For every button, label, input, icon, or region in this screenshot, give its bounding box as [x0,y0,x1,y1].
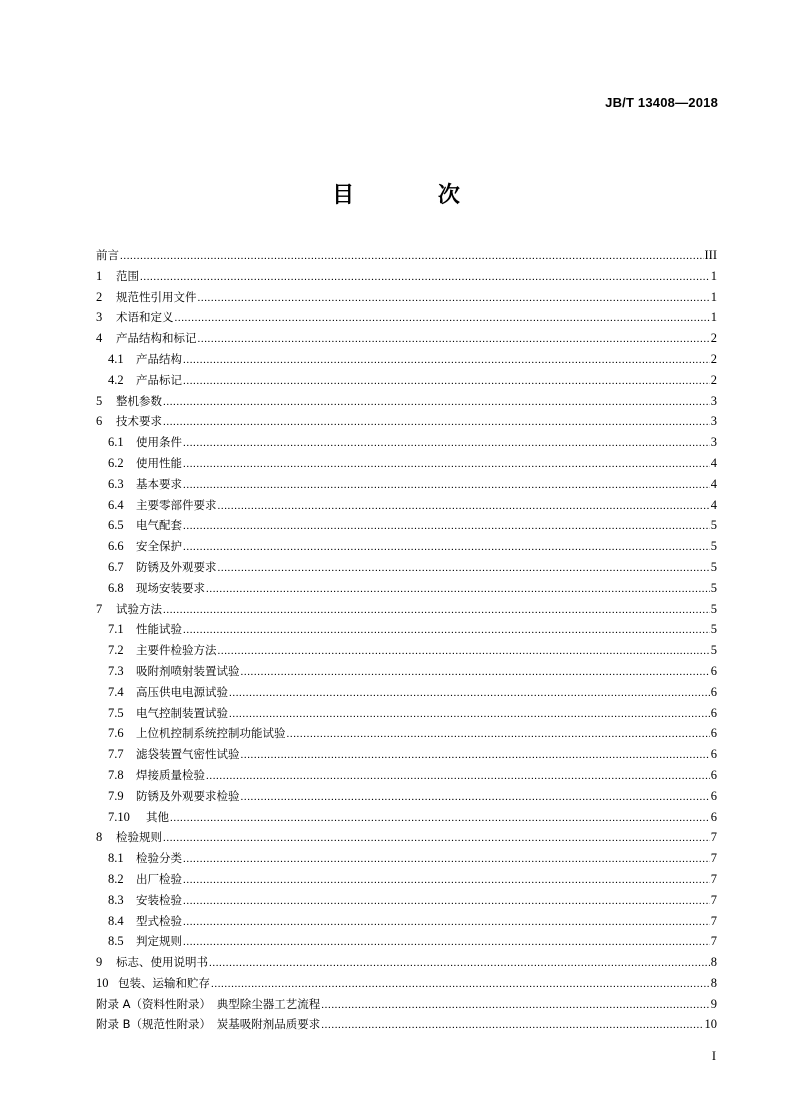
toc-entry-number: 8.4 [108,913,124,928]
toc-entry[interactable] [96,287,717,308]
toc-entry-label: 整机参数 [116,393,162,408]
toc-entry-number: 6.6 [108,539,124,554]
toc-entry-page: 6 [710,684,717,699]
toc-entry-number: 7.7 [108,747,124,762]
dot-leader [163,392,710,413]
toc-entry-label: 产品结构和标记 [116,331,197,346]
toc-entry-page: 3 [710,435,717,450]
toc-entry-label: 型式检验 [136,913,182,928]
toc-entry-page: 1 [710,268,717,283]
dot-leader [183,849,710,870]
toc-entry-label: 现场安装要求 [136,580,205,595]
toc-entry-label: 判定规则 [136,934,182,949]
toc-entry-page: 1 [710,289,717,304]
dot-leader [183,516,710,537]
toc-entry-page: 4 [710,476,717,491]
toc-entry[interactable] [96,869,717,890]
toc-entry-number: 4.1 [108,351,124,366]
dot-leader [163,412,710,433]
toc-entry-page: 6 [710,747,717,762]
dot-leader [321,1015,703,1036]
dot-leader [211,974,710,995]
toc-entry-label: 其他 [146,809,169,824]
toc-entry[interactable] [96,370,717,391]
dot-leader [198,329,710,350]
toc-entry-page: III [704,248,717,262]
toc-entry-page: 10 [704,1017,717,1032]
toc-entry-page: 6 [710,663,717,678]
toc-entry-page: 7 [710,830,717,845]
toc-entry-label: 焊接质量检验 [136,767,205,782]
dot-leader [321,995,709,1016]
toc-entry-number: 6.3 [108,476,124,491]
toc-entry-label: 前言 [96,248,119,262]
toc-entry-page: 1 [710,310,717,325]
toc-entry[interactable] [96,557,717,578]
toc-entry[interactable] [96,411,717,432]
toc-entry-number: 7.3 [108,663,124,678]
toc-entry-label: 防锈及外观要求检验 [136,788,240,803]
toc-entry-page: 7 [710,851,717,866]
toc-entry-number: 7 [96,601,103,616]
toc-entry-page: 5 [710,518,717,533]
toc-entry[interactable] [96,495,717,516]
dot-leader [218,558,710,579]
toc-entry-label: 电气配套 [136,518,182,533]
toc-entry-number: 2 [96,289,103,304]
dot-leader [218,496,710,517]
dot-leader [183,454,710,475]
toc-entry-number: 8 [96,830,103,845]
toc-entry-page: 6 [710,788,717,803]
dot-leader [218,641,710,662]
toc-entry-page: 8 [710,955,717,970]
toc-entry-page: 2 [710,351,717,366]
toc-entry-page: 6 [710,809,717,824]
dot-leader [206,579,710,600]
toc-entry-label: 包装、运输和贮存 [118,975,210,990]
toc-entry-label: 基本要求 [136,476,182,491]
toc-entry[interactable] [96,703,717,724]
dot-leader [183,912,710,933]
toc-entry-page: 3 [710,393,717,408]
toc-entry-label: 高压供电电源试验 [136,684,228,699]
toc-entry-page: 5 [710,539,717,554]
toc-entry-label: 使用性能 [136,455,182,470]
toc-entry-label: 出厂检验 [136,871,182,886]
toc-entry[interactable] [96,640,717,661]
toc-entry-number: 7.4 [108,684,124,699]
toc-entry-label: 术语和定义 [116,310,174,325]
toc-entry[interactable] [96,245,717,266]
dot-leader [206,766,710,787]
toc-entry-label: 检验分类 [136,851,182,866]
toc-entry[interactable] [96,515,717,536]
toc-entry[interactable] [96,536,717,557]
toc-entry-number: 6.7 [108,559,124,574]
toc-entry-label: 滤袋装置气密性试验 [136,747,240,762]
toc-entry-label: 标志、使用说明书 [116,955,208,970]
toc-entry[interactable] [96,266,717,287]
dot-leader [183,891,710,912]
dot-leader [140,267,710,288]
toc-entry-label: 附录 A（资料性附录） 典型除尘器工艺流程 [96,996,321,1011]
toc-entry-label: 规范性引用文件 [116,289,197,304]
toc-entry[interactable] [96,827,717,848]
dot-leader [183,537,710,558]
dot-leader [183,870,710,891]
toc-entry-page: 2 [710,372,717,387]
toc-entry-label: 性能试验 [136,622,182,637]
toc-entry[interactable] [96,619,717,640]
toc-entry-label: 电气控制装置试验 [136,705,228,720]
toc-entry-page: 5 [710,580,717,595]
toc-title: 目 次 [332,183,498,208]
toc-entry-page: 8 [710,975,717,990]
dot-leader [241,787,710,808]
toc-entry-number: 7.5 [108,705,124,720]
toc-entry[interactable] [96,661,717,682]
toc-entry-number: 8.1 [108,851,124,866]
toc-entry[interactable] [96,786,717,807]
toc-entry-number: 7.1 [108,622,124,637]
toc-entry[interactable] [96,973,717,994]
toc-entry[interactable] [96,952,717,973]
toc-entry-label: 安装检验 [136,892,182,907]
toc-entry-number: 6.2 [108,455,124,470]
dot-leader [183,371,710,392]
toc-entry-label: 产品标记 [136,372,182,387]
dot-leader [209,953,710,974]
toc-entry[interactable] [96,848,717,869]
toc-entry-number: 9 [96,955,103,970]
toc-entry[interactable] [96,807,717,828]
toc-entry[interactable] [96,453,717,474]
toc-entry-label: 吸附剂喷射装置试验 [136,663,240,678]
dot-leader [229,704,710,725]
toc-entry[interactable] [96,474,717,495]
toc-entry-label: 主要件检验方法 [136,643,217,658]
toc-entry-page: 6 [710,767,717,782]
toc-entry-page: 4 [710,497,717,512]
toc-entry-page: 7 [710,871,717,886]
toc-entry-page: 5 [710,601,717,616]
toc-entry-number: 7.10 [108,809,130,824]
dot-leader [170,808,710,829]
dot-leader [229,683,710,704]
dot-leader [183,433,710,454]
toc-entry-label: 防锈及外观要求 [136,559,217,574]
toc-entry-number: 4.2 [108,372,124,387]
toc-entry-number: 3 [96,310,103,325]
toc-entry-label: 检验规则 [116,830,162,845]
dot-leader [175,308,710,329]
toc-entry-number: 7.2 [108,643,124,658]
toc-entry-page: 6 [710,705,717,720]
toc-entry-page: 3 [710,414,717,429]
dot-leader [120,246,704,267]
toc-entry-page: 7 [710,892,717,907]
toc-entry[interactable] [96,890,717,911]
dot-leader [183,350,710,371]
toc-entry-number: 6 [96,414,103,429]
standard-code: JB/T 13408—2018 [605,95,718,110]
dot-leader [241,662,710,683]
toc-entry-page: 6 [710,726,717,741]
toc-entry[interactable] [96,307,717,328]
toc-entry-number: 6.8 [108,580,124,595]
table-of-contents [96,245,717,1035]
toc-entry-number: 8.5 [108,934,124,949]
toc-entry[interactable] [96,682,717,703]
toc-entry[interactable] [96,744,717,765]
dot-leader [241,745,710,766]
toc-entry-number: 8.3 [108,892,124,907]
dot-leader [163,600,710,621]
toc-entry-number: 4 [96,331,103,346]
toc-entry-label: 技术要求 [116,414,162,429]
page-number: I [711,1049,716,1063]
dot-leader [163,828,710,849]
toc-entry-page: 2 [710,331,717,346]
toc-entry-label: 上位机控制系统控制功能试验 [136,726,286,741]
toc-entry-page: 5 [710,643,717,658]
toc-entry-page: 5 [710,559,717,574]
toc-entry-label: 安全保护 [136,539,182,554]
toc-entry-page: 4 [710,455,717,470]
toc-entry-page: 7 [710,913,717,928]
toc-entry-page: 7 [710,934,717,949]
toc-entry-label: 范围 [116,268,139,283]
toc-entry-number: 7.6 [108,726,124,741]
toc-entry[interactable] [96,578,717,599]
toc-entry[interactable] [96,994,717,1015]
toc-entry-label: 主要零部件要求 [136,497,217,512]
toc-entry-number: 5 [96,393,103,408]
toc-entry-label: 附录 B（规范性附录） 炭基吸附剂品质要求 [96,1017,321,1032]
toc-entry[interactable] [96,1014,717,1035]
toc-entry-label: 产品结构 [136,351,182,366]
dot-leader [183,475,710,496]
toc-entry-number: 7.9 [108,788,124,803]
dot-leader [198,288,710,309]
dot-leader [287,724,710,745]
dot-leader [183,932,710,953]
toc-entry[interactable] [96,599,717,620]
toc-entry-label: 试验方法 [116,601,162,616]
toc-entry[interactable] [96,432,717,453]
toc-entry-page: 9 [710,996,717,1011]
toc-entry[interactable] [96,765,717,786]
toc-entry-label: 使用条件 [136,435,182,450]
dot-leader [183,620,710,641]
toc-entry-number: 1 [96,268,103,283]
toc-entry[interactable] [96,349,717,370]
toc-entry[interactable] [96,391,717,412]
toc-entry[interactable] [96,328,717,349]
toc-entry-number: 6.5 [108,518,124,533]
toc-entry-number: 7.8 [108,767,124,782]
toc-entry[interactable] [96,931,717,952]
toc-entry-number: 8.2 [108,871,124,886]
toc-entry[interactable] [96,723,717,744]
toc-entry-page: 5 [710,622,717,637]
toc-entry-number: 10 [96,975,109,990]
toc-entry[interactable] [96,911,717,932]
toc-entry-number: 6.1 [108,435,124,450]
toc-entry-number: 6.4 [108,497,124,512]
